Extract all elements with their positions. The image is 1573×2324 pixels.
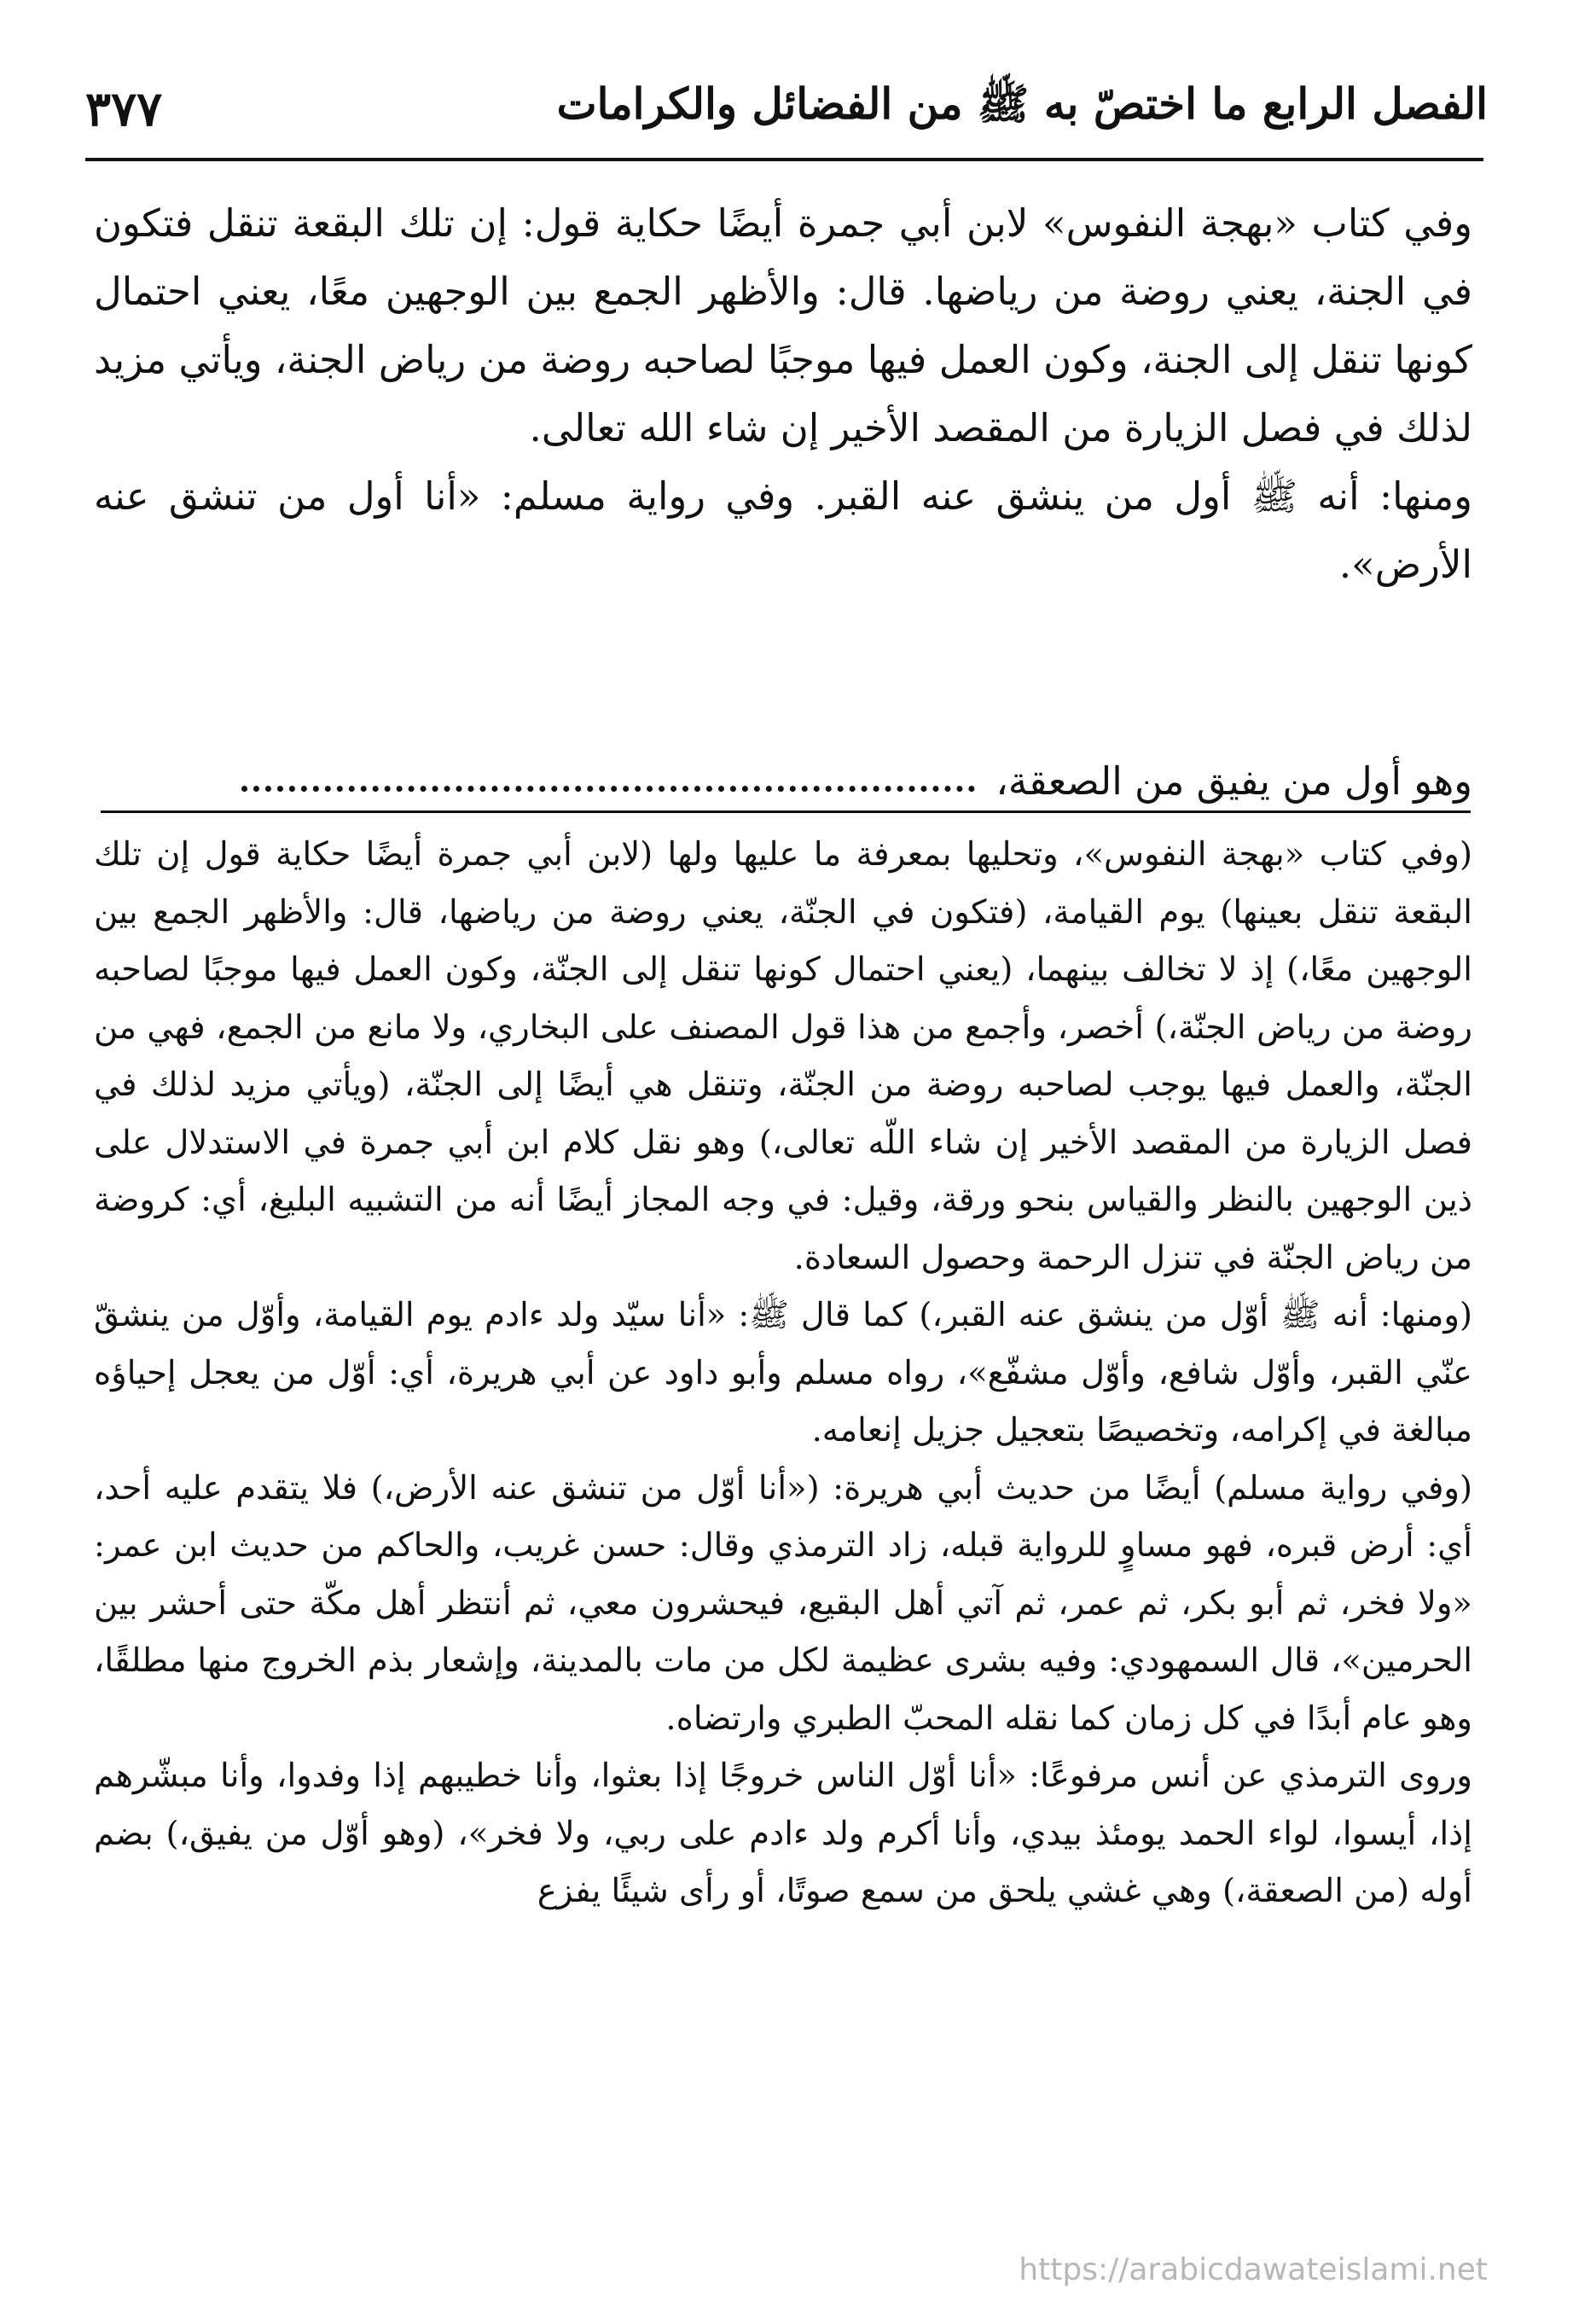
commentary-paragraph: (وفي كتاب «بهجة النفوس»، وتحليها بمعرفة ما عليها ولها (لابن أبي جمرة أيضًا حكاية قول إن تلك البقعة تنقل بعينها) يوم القيامة، (فتكون في الجنّة، يعني روضة من رياضها، قال: والأظهر الجمع بين الوجهين معًا،) إذ لا تخالف بينهما، (يعني احتمال كونها تنقل إلى الجنّة، وكون العمل فيها موجبًا لصاحبه روضة من رياض الجنّة،) أخصر، وأجمع من هذا قول المصنف على البخاري، ولا مانع من الجمع، فهي من الجنّة، والعمل فيها يوجب لصاحبه روضة من الجنّة، وتنقل هي أيضًا إلى الجنّة، (ويأتي مزيد لذلك في فصل الزيارة من المقصد الأخير إن شاء اللّه تعالى،) وهو نقل كلام ابن أبي جمرة في الاستدلال على ذين الوجهين بالنظر والقياس بنحو ورقة، وقيل: في وجه المجاز أيضًا أنه من التشبيه البليغ، أي: كروضة من رياض الجنّة في تنزل الرحمة وحصول السعادة.	[94, 835, 1472, 1277]
header-rule	[85, 158, 1483, 161]
commentary-text	[94, 826, 1472, 1920]
commentary-paragraph: وروى الترمذي عن أنس مرفوعًا: «أنا أوّل الناس خروجًا إذا بعثوا، وأنا خطيبهم إذا وفدوا، وأنا مبشّرهم إذا، أيسوا، لواء الحمد يومئذ بيدي، وأنا أكرم ولد ءادم على ربي، ولا فخر»، (وهو أوّل من يفيق،) بضم أوله (من الصعقة،) وهي غشي يلحق من سمع صوتًا، أو رأى شيئًا يفزع	[94, 1757, 1472, 1910]
continuation-text: وهو أول من يفيق من الصعقة،	[995, 758, 1472, 804]
commentary-paragraph: (وفي رواية مسلم) أيضًا من حديث أبي هريرة: («أنا أوّل من تنشق عنه الأرض،) فلا يتقدم عليه أحد، أي: أرض قبره، فهو مساوٍ للرواية قبله، زاد الترمذي وقال: حسن غريب، والحاكم من حديث ابن عمر: «ولا فخر، ثم أبو بكر، ثم عمر، ثم آتي أهل البقيع، فيحشرون معي، ثم أنتظر أهل مكّة حتى أحشر بين الحرمين»، قال السمهودي: وفيه بشرى عظيمة لكل من مات بالمدينة، وإشعار بذم الخروج منها مطلقًا، وهو عام أبدًا في كل زمان كما نقله المحبّ الطبري وارتضاه.	[94, 1468, 1472, 1738]
main-paragraph: ومنها: أنه ﷺ أول من ينشق عنه القبر. وفي رواية مسلم: «أنا أول من تنشق عنه الأرض».	[94, 474, 1472, 587]
dotted-leader	[241, 786, 975, 792]
watermark-url: https://arabicdawateislami.net	[1019, 2252, 1488, 2287]
running-title: الفصل الرابع ما اختصّ به ﷺ من الفضائل والكرامات	[556, 78, 1488, 129]
page-number: ٣٧٧	[85, 81, 163, 137]
main-paragraph: وفي كتاب «بهجة النفوس» لابن أبي جمرة أيضًا حكاية قول: إن تلك البقعة تنقل فتكون في الجنة، يعني روضة من رياضها. قال: والأظهر الجمع بين الوجهين معًا، يعني احتمال كونها تنقل إلى الجنة، وكون العمل فيها موجبًا لصاحبه روضة من رياض الجنة، ويأتي مزيد لذلك في فصل الزيارة من المقصد الأخير إن شاء الله تعالى.	[94, 200, 1472, 450]
section-divider	[101, 810, 1471, 813]
main-text	[94, 189, 1472, 599]
commentary-paragraph: (ومنها: أنه ﷺ أوّل من ينشق عنه القبر،) كما قال ﷺ: «أنا سيّد ولد ءادم يوم القيامة، وأوّل من ينشقّ عنّي القبر، وأوّل شافع، وأوّل مشفّع»، رواه مسلم وأبو داود عن أبي هريرة، أي: أوّل من يعجل إحياؤه مبالغة في إكرامه، وتخصيصًا بتعجيل جزيل إنعامه.	[94, 1296, 1472, 1450]
continuation-line	[94, 751, 1472, 810]
page-header	[85, 67, 1488, 152]
